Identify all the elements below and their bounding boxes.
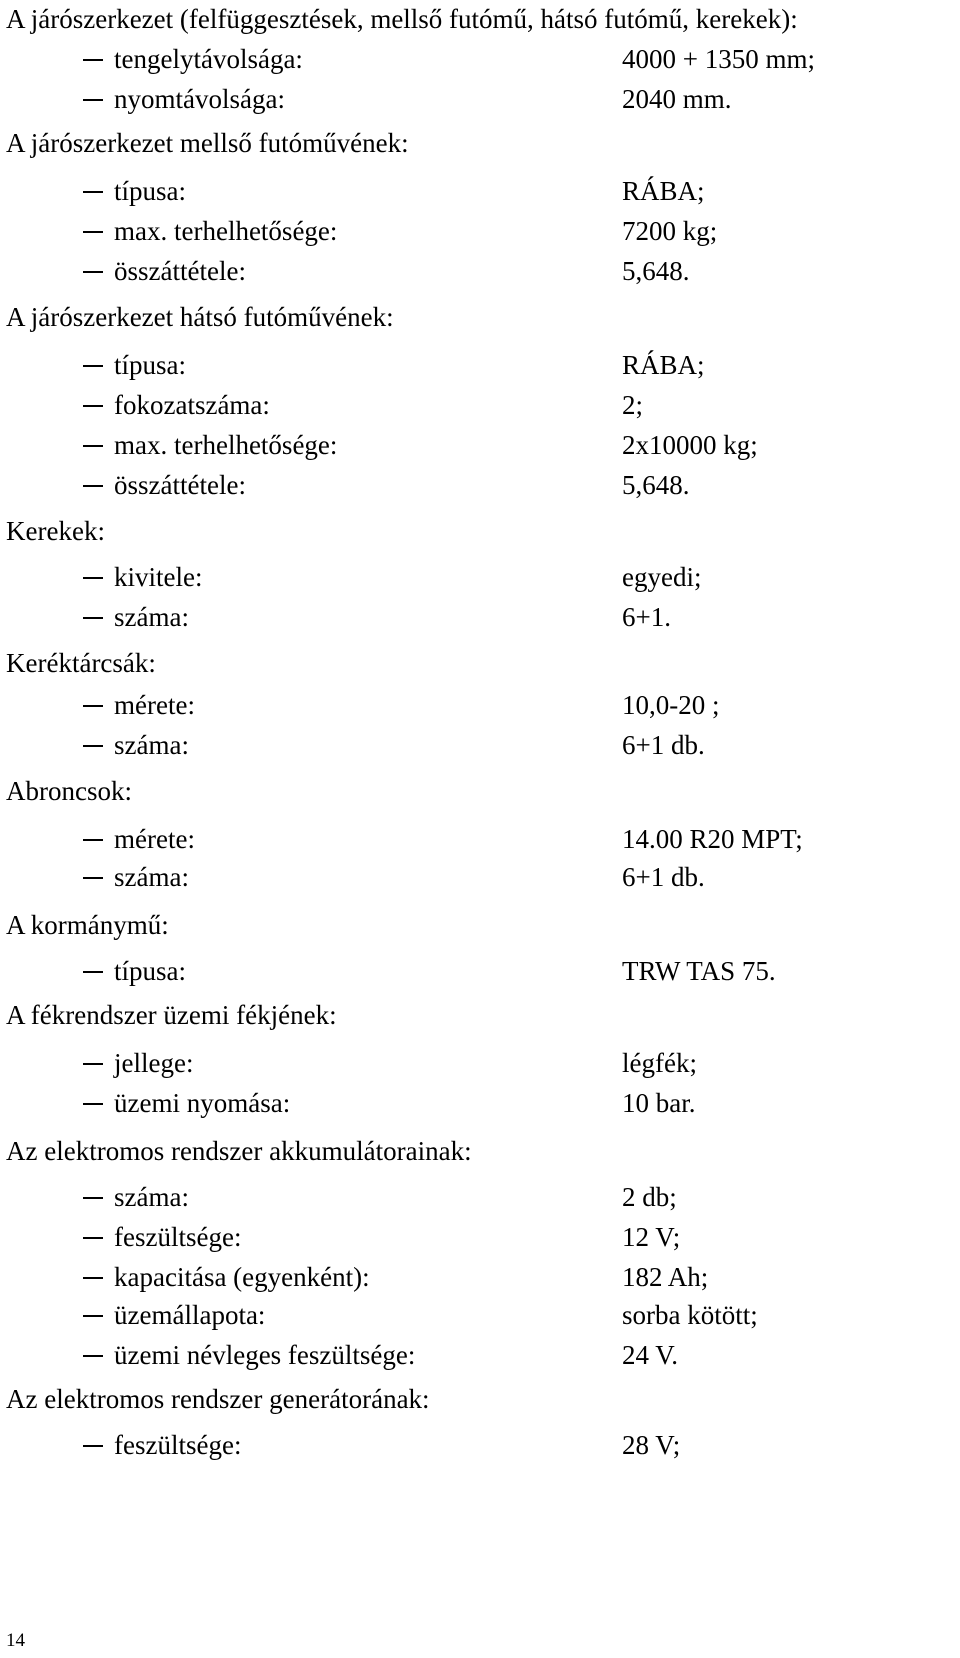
spec-value: 6+1.: [622, 602, 671, 632]
spec-label: tengelytávolsága:: [114, 44, 303, 74]
spec-value: TRW TAS 75.: [622, 956, 776, 986]
spec-label: max. terhelhetősége:: [114, 430, 338, 460]
spec-label: max. terhelhetősége:: [114, 216, 338, 246]
dash-bullet: [83, 271, 103, 273]
spec-value: RÁBA;: [622, 176, 705, 206]
spec-label: üzemi nyomása:: [114, 1088, 291, 1118]
spec-value: 5,648.: [622, 470, 690, 500]
spec-row-tyre-count: [0, 862, 960, 892]
dash-bullet: [83, 1237, 103, 1239]
spec-row-rear-max-load: [0, 430, 960, 460]
spec-label: üzemi névleges feszültsége:: [114, 1340, 416, 1370]
dash-bullet: [83, 877, 103, 879]
dash-bullet: [83, 745, 103, 747]
spec-value: 7200 kg;: [622, 216, 718, 246]
spec-row-track-width: [0, 84, 960, 114]
spec-row-brake-kind: [0, 1048, 960, 1078]
spec-label: jellege:: [114, 1048, 194, 1078]
dash-bullet: [83, 191, 103, 193]
spec-label: száma:: [114, 1182, 189, 1212]
spec-label: típusa:: [114, 956, 186, 986]
spec-row-front-ratio: [0, 256, 960, 286]
spec-row-battery-voltage: [0, 1222, 960, 1252]
dash-bullet: [83, 577, 103, 579]
dash-bullet: [83, 365, 103, 367]
dash-bullet: [83, 231, 103, 233]
dash-bullet: [83, 405, 103, 407]
section-heading-generator: Az elektromos rendszer generátorának:: [6, 1384, 430, 1414]
dash-bullet: [83, 1277, 103, 1279]
spec-label: kivitele:: [114, 562, 203, 592]
dash-bullet: [83, 1355, 103, 1357]
spec-value: sorba kötött;: [622, 1300, 758, 1330]
spec-label: mérete:: [114, 824, 195, 854]
spec-value: 24 V.: [622, 1340, 679, 1370]
spec-value: 12 V;: [622, 1222, 681, 1252]
spec-row-rim-count: [0, 730, 960, 760]
section-heading-steering: A kormánymű:: [6, 910, 169, 940]
section-heading-tyres: Abroncsok:: [6, 776, 132, 806]
spec-label: típusa:: [114, 176, 186, 206]
dash-bullet: [83, 971, 103, 973]
spec-value: 2 db;: [622, 1182, 677, 1212]
spec-value: 6+1 db.: [622, 730, 705, 760]
spec-row-battery-state: [0, 1300, 960, 1330]
spec-row-battery-nominal-voltage: [0, 1340, 960, 1370]
section-heading-rims: Keréktárcsák:: [6, 648, 156, 678]
page-number: 14: [6, 1630, 25, 1651]
spec-row-wheelbase: [0, 44, 960, 74]
spec-row-brake-pressure: [0, 1088, 960, 1118]
spec-label: összáttétele:: [114, 470, 246, 500]
spec-row-rim-size: [0, 690, 960, 720]
spec-row-battery-capacity: [0, 1262, 960, 1292]
dash-bullet: [83, 99, 103, 101]
section-heading-batteries: Az elektromos rendszer akkumulátorainak:: [6, 1136, 472, 1166]
spec-row-rear-gears: [0, 390, 960, 420]
spec-value: 2x10000 kg;: [622, 430, 758, 460]
spec-row-front-type: [0, 176, 960, 206]
section-heading-service-brake: A fékrendszer üzemi fékjének:: [6, 1000, 337, 1030]
spec-label: kapacitása (egyenként):: [114, 1262, 370, 1292]
dash-bullet: [83, 705, 103, 707]
spec-value: RÁBA;: [622, 350, 705, 380]
spec-row-rear-ratio: [0, 470, 960, 500]
dash-bullet: [83, 1103, 103, 1105]
dash-bullet: [83, 1445, 103, 1447]
spec-value: 28 V;: [622, 1430, 681, 1460]
spec-value: 5,648.: [622, 256, 690, 286]
spec-value: egyedi;: [622, 562, 702, 592]
spec-label: üzemállapota:: [114, 1300, 266, 1330]
spec-value: 10,0-20 ;: [622, 690, 720, 720]
spec-row-wheel-design: [0, 562, 960, 592]
dash-bullet: [83, 445, 103, 447]
spec-label: feszültsége:: [114, 1430, 242, 1460]
spec-value: 14.00 R20 MPT;: [622, 824, 803, 854]
spec-value: 6+1 db.: [622, 862, 705, 892]
spec-value: 182 Ah;: [622, 1262, 709, 1292]
spec-label: száma:: [114, 602, 189, 632]
dash-bullet: [83, 839, 103, 841]
spec-value: légfék;: [622, 1048, 697, 1078]
spec-row-rear-type: [0, 350, 960, 380]
section-heading-rear-axle: A járószerkezet hátsó futóművének:: [6, 302, 394, 332]
section-heading-front-axle: A járószerkezet mellső futóművének:: [6, 128, 409, 158]
spec-label: fokozatszáma:: [114, 390, 270, 420]
section-heading-wheels: Kerekek:: [6, 516, 105, 546]
spec-label: feszültsége:: [114, 1222, 242, 1252]
spec-value: 4000 + 1350 mm;: [622, 44, 815, 74]
spec-row-wheel-count: [0, 602, 960, 632]
dash-bullet: [83, 617, 103, 619]
dash-bullet: [83, 1063, 103, 1065]
dash-bullet: [83, 1315, 103, 1317]
dash-bullet: [83, 59, 103, 61]
spec-row-front-max-load: [0, 216, 960, 246]
spec-label: összáttétele:: [114, 256, 246, 286]
spec-label: nyomtávolsága:: [114, 84, 285, 114]
spec-value: 2;: [622, 390, 644, 420]
spec-row-battery-count: [0, 1182, 960, 1212]
dash-bullet: [83, 1197, 103, 1199]
spec-row-generator-voltage: [0, 1430, 960, 1460]
spec-row-steering-type: [0, 956, 960, 986]
spec-label: száma:: [114, 862, 189, 892]
section-heading-running-gear: A járószerkezet (felfüggesztések, mellső futómű, hátsó futómű, kerekek):: [6, 4, 798, 34]
spec-value: 10 bar.: [622, 1088, 696, 1118]
spec-row-tyre-size: [0, 824, 960, 854]
spec-label: mérete:: [114, 690, 195, 720]
spec-label: száma:: [114, 730, 189, 760]
dash-bullet: [83, 485, 103, 487]
spec-value: 2040 mm.: [622, 84, 732, 114]
spec-label: típusa:: [114, 350, 186, 380]
